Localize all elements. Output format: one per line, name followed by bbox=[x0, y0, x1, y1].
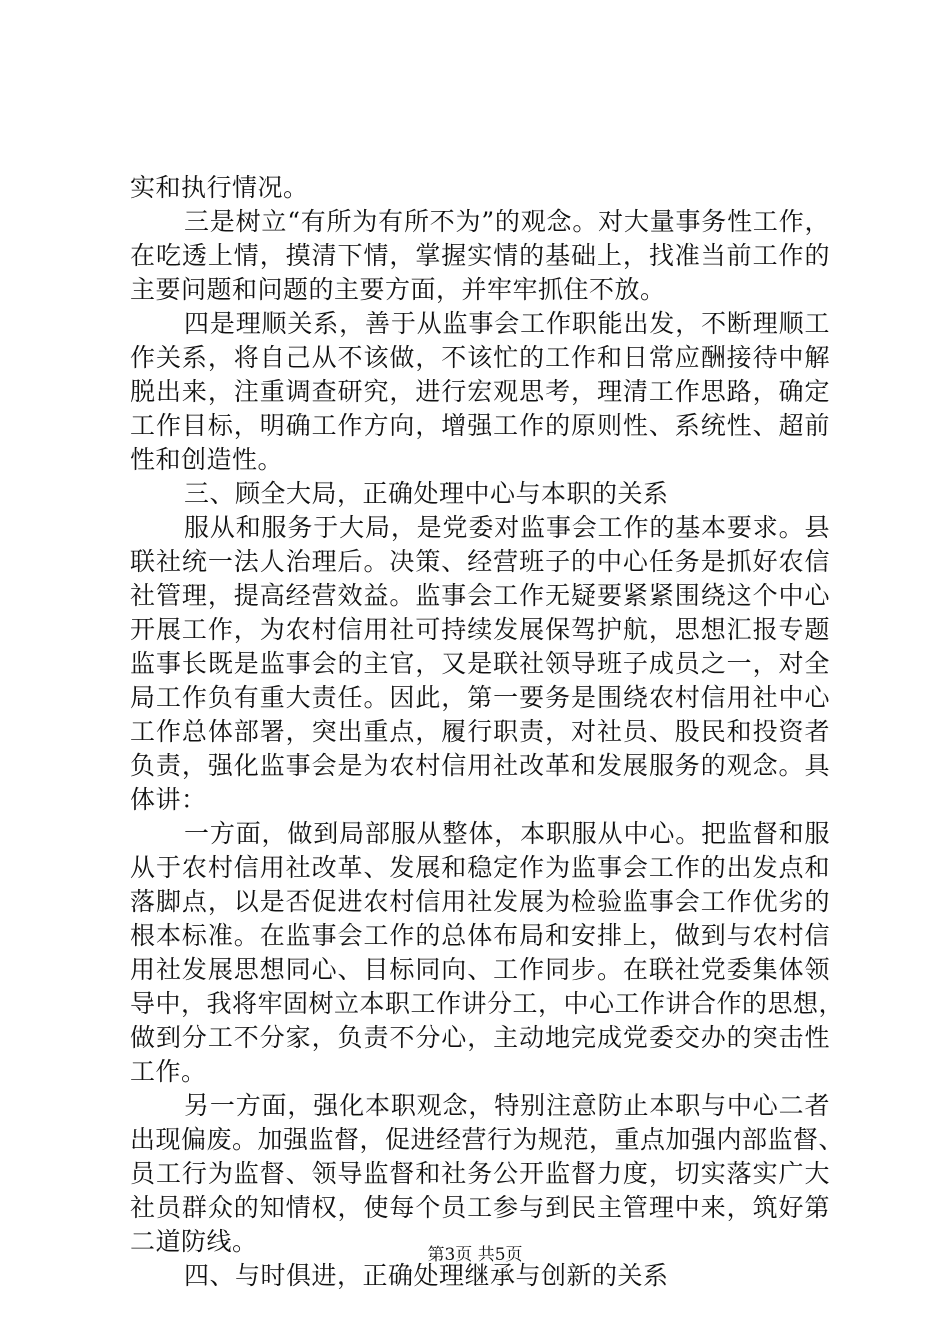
text-line: 局工作负有重大责任。因此，第一要务是围绕农村信用社中心 bbox=[130, 683, 830, 712]
text-line: 社管理，提高经营效益。监事会工作无疑要紧紧围绕这个中心 bbox=[130, 581, 830, 610]
document-body bbox=[130, 171, 845, 1293]
text-line: 作关系，将自己从不该做，不该忙的工作和日常应酬接待中解 bbox=[130, 343, 830, 372]
text-line: 从于农村信用社改革、发展和稳定作为监事会工作的出发点和 bbox=[130, 853, 830, 882]
text-line: 三是树立“有所为有所不为”的观念。对大量事务性工作， bbox=[184, 207, 830, 236]
text-line: 体讲： bbox=[130, 785, 207, 814]
text-line: 工作总体部署，突出重点，履行职责，对社员、股民和投资者 bbox=[130, 717, 830, 746]
text-line: 另一方面，强化本职观念，特别注意防止本职与中心二者 bbox=[184, 1091, 830, 1120]
text-line: 脱出来，注重调查研究，进行宏观思考，理清工作思路，确定 bbox=[130, 377, 830, 406]
text-line: 开展工作，为农村信用社可持续发展保驾护航，思想汇报专题 bbox=[130, 615, 830, 644]
text-line: 负责，强化监事会是为农村信用社改革和发展服务的观念。具 bbox=[130, 751, 830, 780]
text-line: 服从和服务于大局，是党委对监事会工作的基本要求。县 bbox=[184, 513, 830, 542]
text-line: 工作目标，明确工作方向，增强工作的原则性、系统性、超前 bbox=[130, 411, 830, 440]
text-line: 性和创造性。 bbox=[130, 445, 284, 474]
text-line: 用社发展思想同心、目标同向、工作同步。在联社党委集体领 bbox=[130, 955, 830, 984]
text-line: 工作。 bbox=[130, 1057, 207, 1086]
text-line: 二道防线。 bbox=[130, 1227, 258, 1256]
text-line: 根本标准。在监事会工作的总体布局和安排上，做到与农村信 bbox=[130, 921, 830, 950]
text-line: 在吃透上情，摸清下情，掌握实情的基础上，找准当前工作的 bbox=[130, 241, 830, 270]
section-heading: 四、与时俱进，正确处理继承与创新的关系 bbox=[184, 1261, 669, 1290]
text-line: 四是理顺关系，善于从监事会工作职能出发，不断理顺工 bbox=[184, 309, 830, 338]
text-line: 导中，我将牢固树立本职工作讲分工，中心工作讲合作的思想， bbox=[130, 989, 845, 1018]
text-line: 联社统一法人治理后。决策、经营班子的中心任务是抓好农信 bbox=[130, 547, 830, 576]
text-line: 落脚点，以是否促进农村信用社发展为检验监事会工作优劣的 bbox=[130, 887, 830, 916]
text-line: 社员群众的知情权，使每个员工参与到民主管理中来，筑好第 bbox=[130, 1193, 830, 1222]
text-line: 员工行为监督、领导监督和社务公开监督力度，切实落实广大 bbox=[130, 1159, 830, 1188]
text-line: 一方面，做到局部服从整体，本职服从中心。把监督和服 bbox=[184, 819, 830, 848]
text-line: 主要问题和问题的主要方面，并牢牢抓住不放。 bbox=[130, 275, 666, 304]
page-footer: 第3页 共5页 bbox=[427, 1245, 523, 1265]
text-line: 出现偏废。加强监督，促进经营行为规范，重点加强内部监督、 bbox=[130, 1125, 845, 1154]
text-line: 做到分工不分家，负责不分心，主动地完成党委交办的突击性 bbox=[130, 1023, 830, 1052]
text-line: 监事长既是监事会的主官，又是联社领导班子成员之一，对全 bbox=[130, 649, 830, 678]
text-line: 实和执行情况。 bbox=[130, 173, 309, 202]
section-heading: 三、顾全大局，正确处理中心与本职的关系 bbox=[184, 479, 669, 508]
